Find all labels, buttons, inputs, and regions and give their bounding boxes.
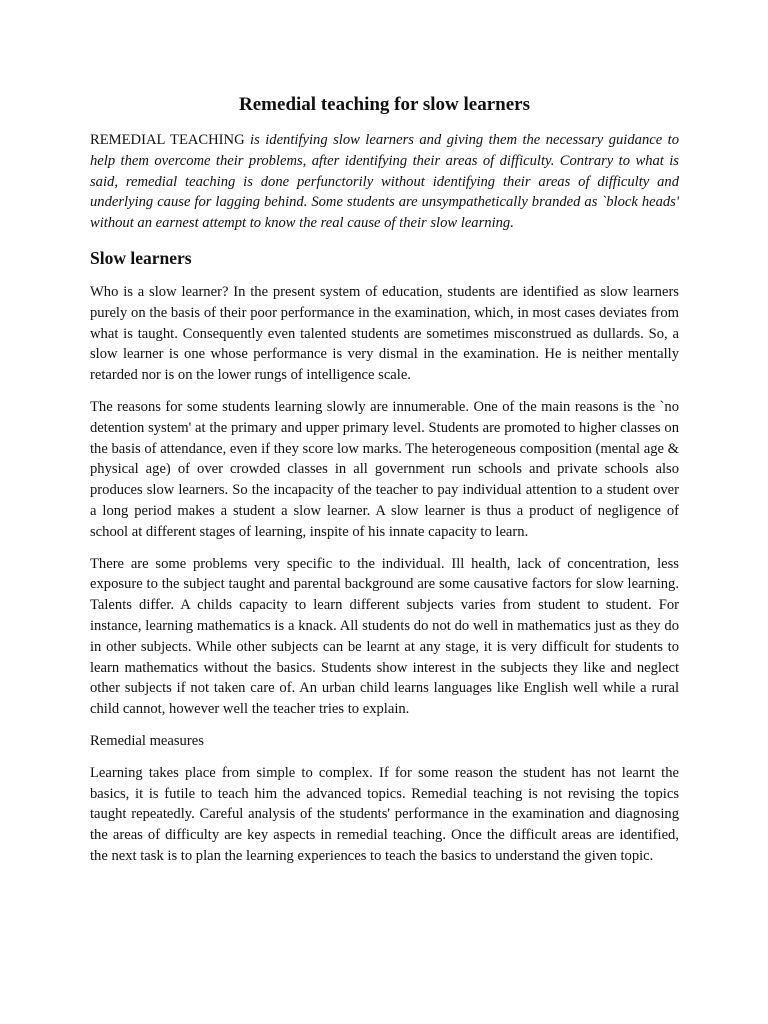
intro-rest: is identifying slow learners and giving them the necessary guidance to help them overcome their problems, after identifying their areas of difficulty. Contrary to what is said, remedial teaching is done perfunctorily without identifying their areas of difficulty and underlying cause for lagging behind. Some students are unsympathetically branded as `block heads' without an earnest attempt to know the real cause of their slow learning. <box>90 132 679 232</box>
document-title: Remedial teaching for slow learners <box>239 94 530 115</box>
intro-lead: REMEDIAL TEACHING <box>90 132 245 148</box>
section-heading-remedial-measures: Remedial measures <box>90 732 204 749</box>
section-heading-slow-learners: Slow learners <box>90 247 192 268</box>
paragraph: There are some problems very specific to the individual. Ill health, lack of concentration, less exposure to the subject taught and parental background are some causative factors for slow learning. Talents differ. A childs capacity to learn different subjects varies from student to student. For instance, learning mathematics is a knack. All students do not do well in mathematics just as they do in other subjects. While other subjects can be learnt at any stage, it is very difficult for students to learn mathematics without the basics. Students show interest in the subjects they like and neglect other subjects if not taken care of. An urban child learns languages like English well while a rural child cannot, however well the teacher tries to explain. <box>90 555 679 718</box>
paragraph: Who is a slow learner? In the present system of education, students are identified as slow learners purely on the basis of their poor performance in the examination, which, in most cases deviates from what is taught. Consequently even talented students are sometimes misconstrued as dullards. So, a slow learner is one whose performance is very dismal in the examination. He is neither mentally retarded nor is on the lower rungs of intelligence scale. <box>90 283 679 384</box>
intro-paragraph <box>90 130 679 234</box>
paragraph: The reasons for some students learning slowly are innumerable. One of the main reasons is the `no detention system' at the primary and upper primary level. Students are promoted to higher classes on the basis of attendance, even if they score low marks. The heterogeneous composition (mental age & physical age) of over crowded classes in all government run schools and private schools also produces slow learners. So the incapacity of the teacher to pay individual attention to a student over a long period makes a student a slow learner. A slow learner is thus a product of negligence of school at different stages of learning, inspite of his innate capacity to learn. <box>90 398 679 540</box>
paragraph: Learning takes place from simple to complex. If for some reason the student has not learnt the basics, it is futile to teach him the advanced topics. Remedial teaching is not revising the topics taught repeatedly. Careful analysis of the students' performance in the examination and diagnosing the areas of difficulty are key aspects in remedial teaching. Once the difficult areas are identified, the next task is to plan the learning experiences to teach the basics to understand the given topic. <box>90 764 679 864</box>
